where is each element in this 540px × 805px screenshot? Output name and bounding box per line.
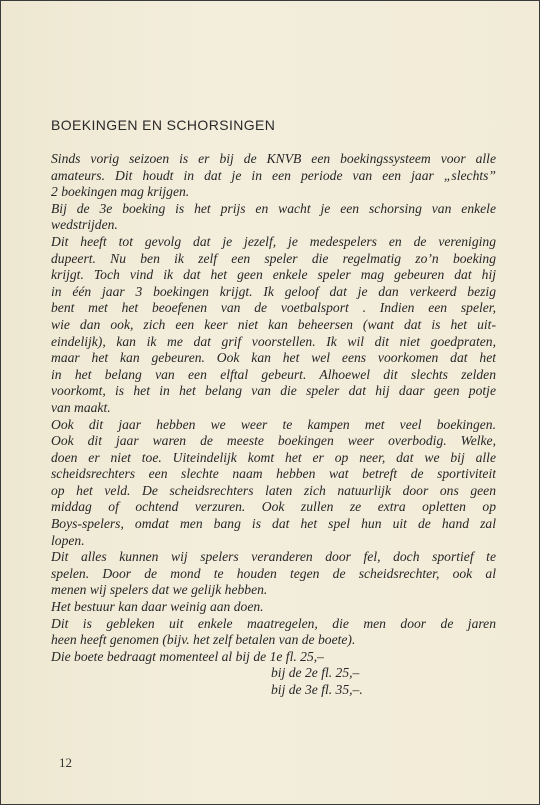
text-line: voorkomt, is het in het belang van die speler dat hij daar geen potje [51,383,496,399]
text-line: heen heeft genomen (bijv. het zelf betalen van de boete). [51,632,356,648]
text-line: dupeert. Nu ben ik zelf een speler die regelmatig zo’n boeking [51,250,496,266]
text-line: eindelijk), kan ik me dat grif voorstellen. Ik wil dit niet goedpraten, [51,333,496,349]
text-line: spelen. Door de mond te houden tegen de scheidsrechter, ook al [51,565,496,581]
text-line: Dit is gebleken uit enkele maatregelen, die men door de jaren [51,615,496,631]
text-line: in één jaar 3 boekingen krijgt. Ik geloof dat je dan verkeerd bezig [51,283,496,299]
text-line: Boys-spelers, omdat men bang is dat het spel hun uit de hand zal [51,516,496,532]
text-line: krijgt. Toch vind ik dat het geen enkele speler mag gebeuren dat hij [51,267,496,283]
page-number: 12 [59,755,72,770]
text-line: Dit alles kunnen wij spelers veranderen door fel, doch sportief te [51,549,496,565]
text-line: bent met het beoefenen van de voetbalsport . Indien een speler, [51,300,496,316]
text-line: doen er niet toe. Uiteindelijk komt het er op neer, dat we bij alle [51,449,496,465]
page-heading: BOEKINGEN EN SCHORSINGEN [51,117,276,133]
text-line: lopen. [51,532,85,548]
text-line: Bij de 3e boeking is het prijs en wacht je een schorsing van enkele [51,200,496,216]
article-body [51,151,496,699]
text-line: scheidsrechters een slechte naam hebben wat betreft de sportiviteit [51,466,496,482]
text-line: Die boete bedraagt momenteel al bij de 1e fl. 25,– [51,648,324,664]
text-line: wedstrijden. [51,217,118,233]
text-line: van maakt. [51,399,111,415]
text-line: maar het kan gebeuren. Ook kan het wel eens voorkomen dat het [51,350,496,366]
text-line: in het belang van een elftal gebeurt. Alhoewel dit slechts zelden [51,366,496,382]
text-line: op het veld. De scheidsrechters laten zich natuurlijk door ons geen [51,482,496,498]
text-line: Ook dit jaar hebben we weer te kampen met veel boekingen. [51,416,496,432]
text-line: 2 boekingen mag krijgen. [51,184,190,200]
text-line: Sinds vorig seizoen is er bij de KNVB een boekingssysteem voor alle [51,151,496,166]
text-line: bij de 3e fl. 35,–. [271,682,363,697]
text-line: menen wij spelers dat we gelijk hebben. [51,582,268,598]
text-line: amateurs. Dit houdt in dat je in een periode van een jaar „slechts” [51,167,496,183]
text-line: Dit heeft tot gevolg dat je jezelf, je medespelers en de vereniging [51,233,496,249]
text-line: middag of ochtend verzuren. Ook zullen ze extra opletten op [51,499,496,515]
text-line: Het bestuur kan daar weinig aan doen. [51,599,264,615]
text-line: wie dan ook, zich een keer niet kan beheersen (want dat is het uit- [51,316,496,332]
text-line: bij de 2e fl. 25,– [271,665,360,681]
text-line: Ook dit jaar waren de meeste boekingen weer overbodig. Welke, [51,433,496,449]
